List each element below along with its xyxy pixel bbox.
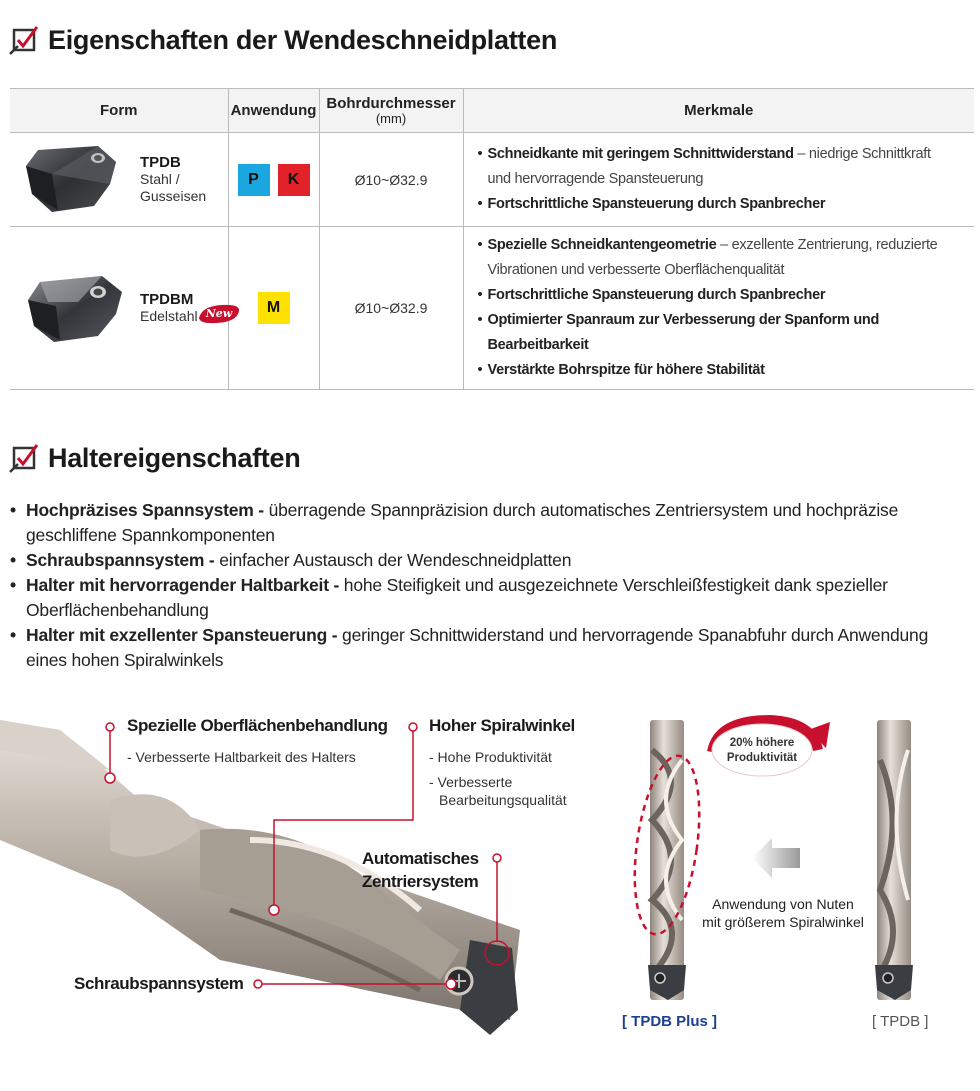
holder-feature-bold: Schraubspannsystem - xyxy=(26,550,215,570)
header-application: Anwendung xyxy=(228,89,319,133)
holder-feature-text: einfacher Austausch der Wendeschneidplatten xyxy=(214,550,572,570)
drill-illustration xyxy=(0,690,980,1090)
list-item xyxy=(8,623,970,673)
new-badge xyxy=(196,302,242,326)
holder-feature-text: überragende Spannpräzision durch automatisches Zentriersystem und hochpräzise geschliffene Spannkomponenten xyxy=(26,500,899,545)
list-item xyxy=(8,498,970,548)
helix-angle-sub: - Hohe Produktivität xyxy=(429,749,552,765)
table-row xyxy=(10,227,974,390)
grooves-label xyxy=(692,895,874,931)
productivity-label xyxy=(720,736,804,766)
feature-bold: Spezielle Schneidkantengeometrie xyxy=(487,237,717,253)
checkbox-check-icon xyxy=(8,442,40,474)
insert-material: Gusseisen xyxy=(140,188,207,204)
helix-angle-sub: - Verbesserte xyxy=(429,774,513,790)
screw-clamp-title: Schraubspannsystem xyxy=(74,974,244,993)
list-item xyxy=(488,283,967,308)
features-cell xyxy=(463,227,974,390)
list-item xyxy=(488,233,967,283)
helix-angle-title: Hoher Spiralwinkel xyxy=(429,716,575,735)
insert-spec-table xyxy=(10,88,974,390)
surface-treatment-title: Spezielle Oberflächenbehandlung xyxy=(127,716,388,735)
diameter-cell: Ø10~Ø32.9 xyxy=(319,227,463,390)
feature-bold: Schneidkante mit geringem Schnittwiderstand xyxy=(487,146,794,162)
insert-name: TPDBM xyxy=(140,291,194,308)
header-diameter-label: Bohrdurchmesser xyxy=(326,95,456,112)
grooves-line: Anwendung von Nuten xyxy=(712,896,854,912)
iso-m-badge: M xyxy=(258,292,290,324)
section-heading: Haltereigenschaften xyxy=(48,442,301,473)
list-item xyxy=(488,142,967,192)
holder-feature-bold: Halter mit exzellenter Spansteuerung - xyxy=(26,625,338,645)
feature-bold: Fortschrittliche Spansteuerung durch Spanbrecher xyxy=(487,196,826,212)
productivity-line: Produktivität xyxy=(726,752,798,764)
header-diameter-unit: (mm) xyxy=(375,111,407,126)
list-item xyxy=(8,548,970,573)
caption-tpdb-plus: [ TPDB Plus ] xyxy=(622,1013,718,1030)
grooves-line: mit größerem Spiralwinkel xyxy=(702,914,864,930)
table-row xyxy=(10,133,974,227)
feature-bold: Optimierter Spanraum zur Verbesserung der Spanform und Bearbeitbarkeit xyxy=(487,312,879,353)
productivity-line: 20% höhere xyxy=(729,737,795,749)
form-cell xyxy=(10,133,228,227)
centering-line: Zentriersystem xyxy=(362,872,479,891)
section-title-holder xyxy=(8,442,300,474)
header-form: Form xyxy=(10,89,228,133)
tpdb-plus-drill-image xyxy=(625,720,709,1000)
feature-rest: – niedrige Schnittkraft xyxy=(793,146,931,162)
list-item xyxy=(488,192,967,217)
left-arrow-icon xyxy=(752,838,800,878)
holder-feature-text: geringer Schnittwiderstand und hervorragende Spanabfuhr durch Anwendung eines hohen Spiralwinkels xyxy=(26,625,929,670)
iso-k-badge: K xyxy=(278,164,310,196)
holder-feature-text: hohe Steifigkeit und ausgezeichnete Verschleißfestigkeit dank spezieller Oberflächenbehandlung xyxy=(26,575,888,620)
tpdb-drill-image xyxy=(875,720,913,1000)
holder-feature-bold: Hochpräzises Spannsystem - xyxy=(26,500,264,520)
tpdb-insert-image xyxy=(18,144,130,216)
diameter-cell: Ø10~Ø32.9 xyxy=(319,133,463,227)
centering-line: Automatisches xyxy=(362,849,479,868)
list-item xyxy=(8,573,970,623)
feature-bold: Verstärkte Bohrspitze für höhere Stabilität xyxy=(487,362,765,378)
surface-treatment-sub: - Verbesserte Haltbarkeit des Halters xyxy=(127,749,356,765)
page-title: Eigenschaften der Wendeschneidplatten xyxy=(48,24,558,55)
feature-rest: – exzellente Zentrierung, reduzierte xyxy=(716,237,938,253)
features-cell xyxy=(463,133,974,227)
insert-material: Edelstahl xyxy=(140,308,198,324)
holder-feature-bold: Halter mit hervorragender Haltbarkeit - xyxy=(26,575,340,595)
holder-features-list xyxy=(8,498,970,673)
list-item xyxy=(488,358,967,383)
feature-bold: Fortschrittliche Spansteuerung durch Spanbrecher xyxy=(487,287,826,303)
caption-tpdb: [ TPDB ] xyxy=(872,1013,929,1030)
tpdbm-insert-image xyxy=(18,272,130,344)
section-title-inserts xyxy=(8,24,557,56)
checkbox-check-icon xyxy=(8,24,40,56)
header-features: Merkmale xyxy=(463,89,974,133)
centering-system-title xyxy=(362,847,479,893)
iso-p-badge: P xyxy=(238,164,270,196)
feature-cont: Vibrationen und verbesserte Oberflächenqualität xyxy=(487,262,785,278)
feature-cont: und hervorragende Spansteuerung xyxy=(487,171,704,187)
application-cell xyxy=(228,133,319,227)
form-cell xyxy=(10,227,233,390)
new-badge-label: New xyxy=(205,307,233,320)
header-diameter xyxy=(319,89,463,133)
list-item xyxy=(488,308,967,358)
insert-name: TPDB xyxy=(140,154,181,171)
helix-angle-sub: Bearbeitungsqualität xyxy=(439,792,567,808)
insert-material: Stahl / xyxy=(140,171,180,187)
